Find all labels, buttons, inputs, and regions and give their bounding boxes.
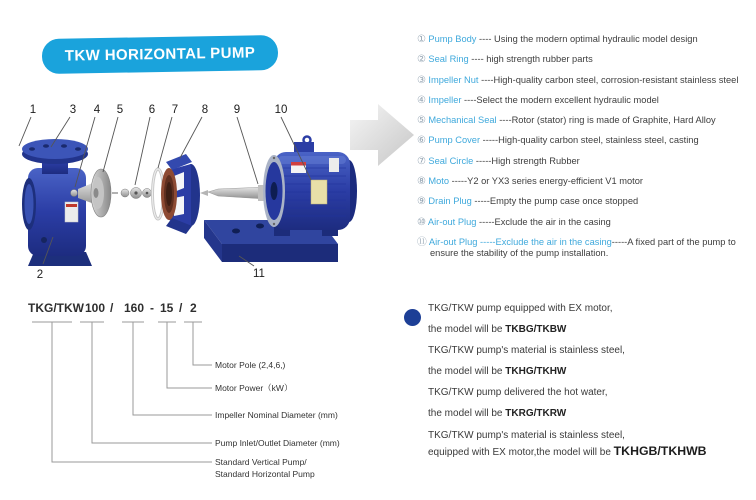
callout-9: 9	[233, 104, 241, 116]
part-desc: -----High strength Rubber	[473, 155, 580, 166]
model-sep3: /	[179, 301, 183, 315]
variant-block	[428, 429, 754, 459]
part-number-badge: ⑧	[417, 176, 426, 188]
list-item	[417, 135, 753, 147]
model-impeller: 160	[124, 301, 145, 315]
variant-condition: TKG/TKW pump equipped with EX motor,	[428, 303, 613, 314]
list-item	[417, 115, 753, 127]
label-inlet-outlet: Pump Inlet/Outlet Diameter (mm)	[215, 438, 340, 448]
part-number-badge: ⑪	[417, 236, 427, 248]
part-desc: ----Select the modern excellent hydraulic model	[461, 94, 659, 105]
callout-7: 7	[171, 104, 179, 116]
list-item	[417, 156, 753, 168]
variant-condition: TKG/TKW pump delivered the hot water,	[428, 387, 608, 398]
title-banner	[42, 35, 279, 74]
model-code: TKHG/TKHW	[505, 366, 567, 377]
list-item	[417, 95, 753, 107]
part-desc: ---- high strength rubber parts	[468, 54, 593, 65]
shaft-part	[200, 185, 266, 201]
part-name: Pump Body	[428, 34, 477, 44]
part-desc: -----Y2 or YX3 series energy-efficient V1 motor	[449, 176, 643, 187]
pump-exploded-diagram	[8, 92, 438, 292]
part-desc: ----Rotor (stator) ring is made of Graphite, Hard Alloy	[496, 115, 716, 126]
variants-text	[428, 303, 754, 459]
callout-10: 10	[274, 104, 288, 116]
model-string	[28, 301, 197, 315]
part-desc: -----High-quality carbon steel, stainless steel, casting	[480, 135, 699, 146]
label-series-line1: Standard Vertical Pump/	[215, 457, 307, 467]
list-item	[417, 217, 753, 229]
nomenclature-lines	[32, 322, 212, 462]
pump-body-part	[22, 139, 92, 266]
part-name: Pump Cover	[428, 135, 481, 146]
part-number-badge: ①	[417, 34, 426, 45]
model-pole: 2	[190, 301, 197, 315]
model-inlet: 100	[85, 301, 106, 315]
part-desc: ---- Using the modern optimal hydraulic model design	[476, 34, 698, 44]
list-item	[417, 196, 753, 208]
callout-5: 5	[116, 104, 124, 116]
part-number-badge: ⑥	[417, 135, 426, 147]
part-name: Impeller	[428, 94, 462, 105]
list-item	[417, 34, 753, 46]
callout-3: 3	[69, 104, 77, 116]
callout-8: 8	[201, 104, 209, 116]
variant-result: equipped with EX motor,the model will be TKHGB/TKHWB	[428, 444, 707, 458]
part-number-badge: ④	[417, 94, 426, 106]
list-item	[417, 54, 753, 66]
impeller-nut-part	[71, 190, 78, 197]
pump-cover-part	[161, 154, 200, 234]
model-sep2: -	[150, 301, 154, 315]
list-item	[417, 176, 753, 188]
label-impeller-dia: Impeller Nominal Diameter (mm)	[215, 410, 338, 420]
mechanical-seal-part	[112, 188, 152, 199]
part-number-badge: ⑨	[417, 196, 426, 208]
part-name: Air-out Plug	[427, 216, 477, 227]
model-code: TKRG/TKRW	[505, 408, 567, 419]
label-series-line2: Standard Horizontal Pump	[215, 469, 315, 479]
list-item	[417, 237, 753, 260]
part-name: Moto	[428, 176, 450, 187]
part-desc: -----Exclude the air in the casing	[476, 216, 611, 227]
model-nomenclature	[0, 293, 400, 498]
list-item	[417, 75, 753, 87]
variant-condition: TKG/TKW pump's material is stainless steel,	[428, 345, 625, 356]
part-name: Air-out Plug -----Exclude the air in the casing	[428, 236, 612, 247]
drain-plug-part	[41, 237, 47, 243]
part-number-badge: ⑦	[417, 155, 426, 167]
part-number-badge: ⑤	[417, 115, 426, 127]
model-series: TKG/TKW	[28, 301, 84, 315]
label-motor-pole: Motor Pole (2,4,6,)	[215, 360, 286, 370]
label-motor-power: Motor Power（kW）	[215, 383, 293, 393]
part-desc: -----Empty the pump case once stopped	[471, 196, 639, 207]
callout-4: 4	[93, 104, 101, 116]
callout-6: 6	[148, 104, 156, 116]
part-number-badge: ②	[417, 54, 426, 66]
motor-part	[263, 137, 357, 237]
page-title: TKW HORIZONTAL PUMP	[64, 44, 256, 65]
model-sep1: /	[110, 301, 114, 315]
variant-condition: TKG/TKW pump's material is stainless steel,	[428, 430, 625, 441]
model-power: 15	[160, 301, 174, 315]
variant-result: the model will be TKRG/TKRW	[428, 408, 567, 419]
nomenclature-labels	[215, 360, 340, 479]
lifting-eye-part	[304, 137, 311, 144]
part-desc: ----High-quality carbon steel, corrosion-resistant stainless steel	[478, 74, 739, 85]
part-name: Mechanical Seal	[428, 115, 497, 126]
variant-result: the model will be TKBG/TKBW	[428, 324, 567, 335]
part-number-badge: ③	[417, 74, 426, 86]
part-name: Seal Ring	[428, 54, 469, 65]
callout-2: 2	[36, 269, 44, 281]
model-code: TKBG/TKBW	[505, 324, 567, 335]
callout-1: 1	[29, 104, 37, 116]
part-name: Drain Plug	[428, 196, 472, 207]
callout-11: 11	[253, 268, 265, 280]
model-code: TKHGB/TKHWB	[613, 444, 707, 458]
bullet-dot-icon	[404, 309, 421, 326]
part-number-badge: ⑩	[417, 216, 426, 228]
part-desc: -----A fixed part of the pump to ensure the stability of the pump installation.	[430, 236, 736, 259]
part-name: Seal Circle	[428, 155, 474, 166]
nameplate-part	[311, 180, 327, 204]
parts-list	[417, 34, 753, 269]
variant-result: the model will be TKHG/TKHW	[428, 366, 567, 377]
flow-arrow-icon	[350, 104, 414, 166]
part-name: Impeller Nut	[428, 74, 479, 85]
model-variants	[402, 303, 754, 462]
